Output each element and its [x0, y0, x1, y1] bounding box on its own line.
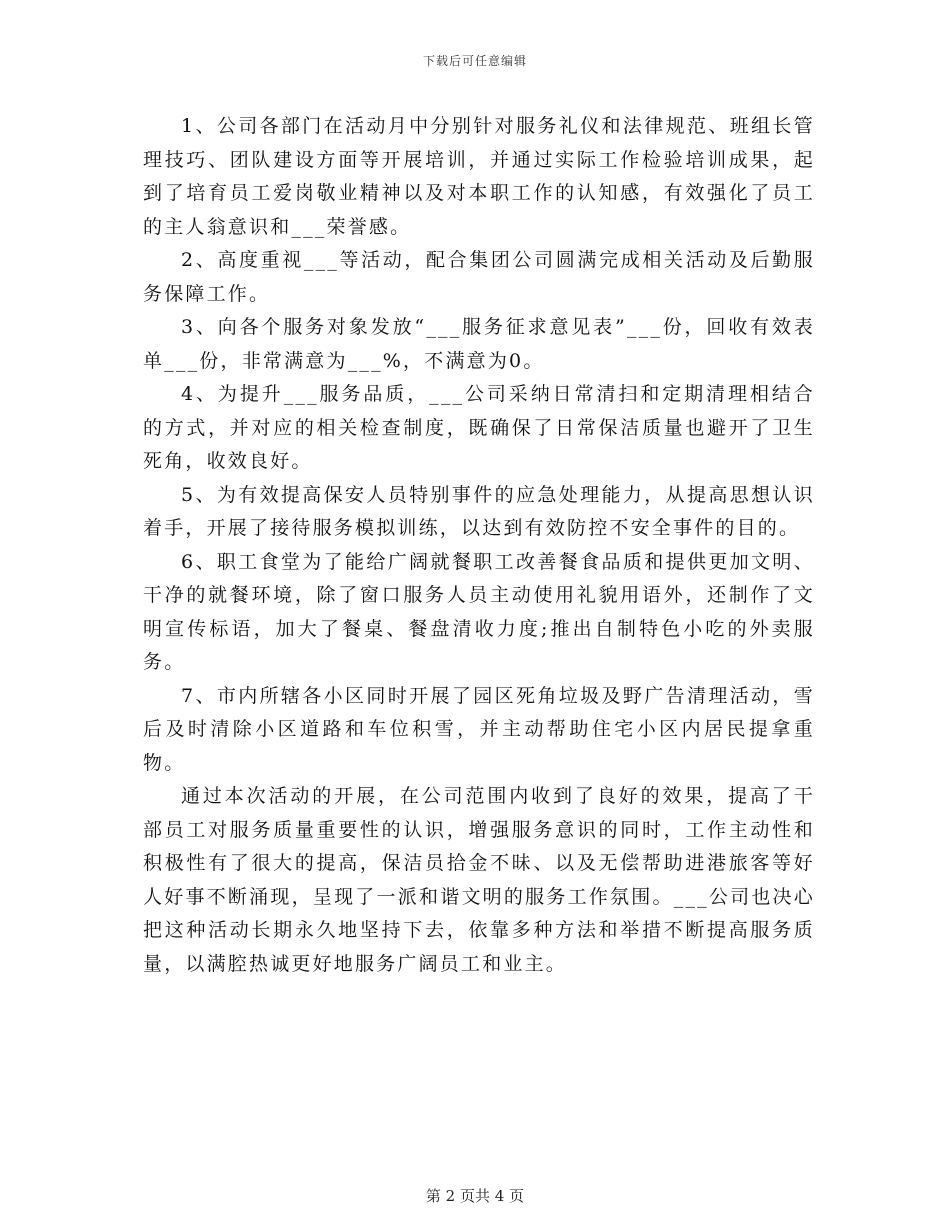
page-footer: 第 2 页共 4 页 [425, 1187, 525, 1205]
paragraph-summary: 通过本次活动的开展，在公司范围内收到了良好的效果，提高了干部员工对服务质量重要性的认识，增强服务意识的同时，工作主动性和积极性有了很大的提高，保洁员拾金不昧、以及无偿帮助进港旅客等好人好事不断涌现，呈现了一派和谐文明的服务工作氛围。___公司也决心把这种活动长期永久地坚持下去，依靠多种方法和举措不断提高服务质量，以满腔热诚更好地服务广阔员工和业主。 [143, 785, 815, 975]
paragraph-1: 1、公司各部门在活动月中分别针对服务礼仪和法律规范、班组长管理技巧、团队建设方面等开展培训，并通过实际工作检验培训成果，起到了培育员工爱岗敬业精神以及对本职工作的认知感，有效强化了员工的主人翁意识和___荣誉感。 [143, 115, 815, 238]
paragraph-5: 5、为有效提高保安人员特别事件的应急处理能力，从提高思想认识着手，开展了接待服务模拟训练，以达到有效防控不安全事件的目的。 [143, 483, 815, 539]
paragraph-2: 2、高度重视___等活动，配合集团公司圆满完成相关活动及后勤服务保障工作。 [143, 249, 815, 305]
paragraph-4: 4、为提升___服务品质，___公司采纳日常清扫和定期清理相结合的方式，并对应的相关检查制度，既确保了日常保洁质量也避开了卫生死角，收效良好。 [143, 383, 815, 472]
page-header: 下载后可任意编辑 [422, 54, 527, 68]
paragraph-7: 7、市内所辖各小区同时开展了园区死角垃圾及野广告清理活动，雪后及时清除小区道路和车位积雪，并主动帮助住宅小区内居民提拿重物。 [143, 684, 815, 774]
paragraph-6: 6、职工食堂为了能给广阔就餐职工改善餐食品质和提供更加文明、干净的就餐环境，除了窗口服务人员主动使用礼貌用语外，还制作了文明宣传标语，加大了餐桌、餐盘清收力度;推出自制特色小吃的外卖服务。 [143, 550, 815, 673]
paragraph-3: 3、向各个服务对象发放“___服务征求意见表”___份，回收有效表单___份，非常满意为___%，不满意为0。 [143, 316, 815, 372]
document-body [143, 110, 815, 981]
